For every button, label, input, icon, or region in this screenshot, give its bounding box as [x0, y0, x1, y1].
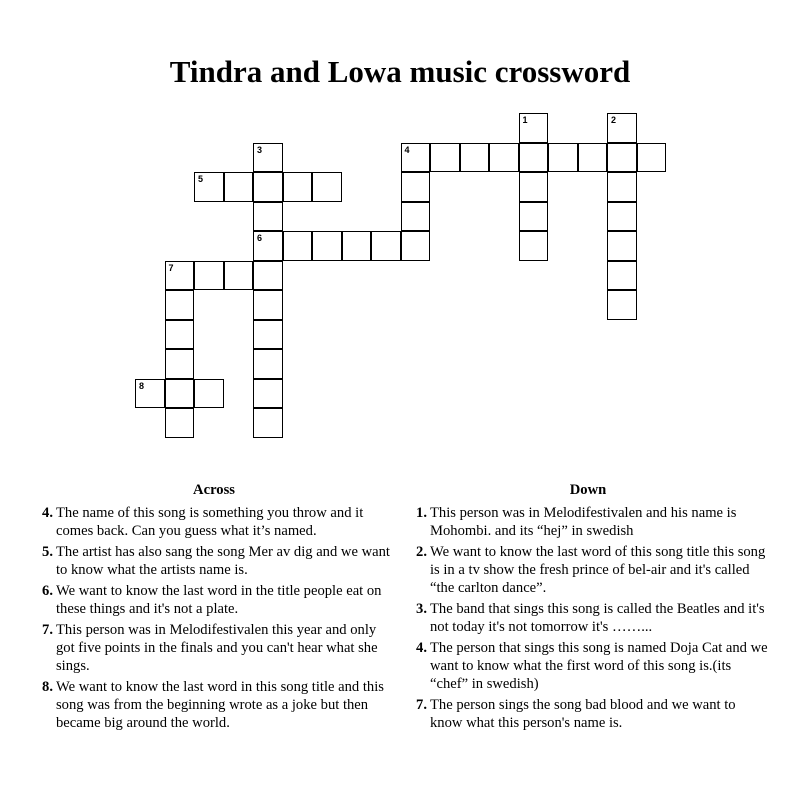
grid-cell[interactable] — [312, 172, 342, 202]
grid-cell[interactable] — [637, 143, 667, 173]
grid-cell[interactable] — [194, 172, 224, 202]
down-clues — [408, 481, 768, 735]
grid-cell[interactable] — [548, 143, 578, 173]
clue-number: 8. — [42, 679, 53, 695]
grid-cell[interactable] — [489, 143, 519, 173]
grid-cell[interactable] — [283, 231, 313, 261]
grid-cell[interactable] — [607, 231, 637, 261]
across-clues — [34, 481, 394, 735]
grid-cell[interactable] — [460, 143, 490, 173]
grid-cell[interactable] — [607, 261, 637, 291]
clue-number: 2. — [416, 544, 427, 560]
grid-cell[interactable] — [430, 143, 460, 173]
cell-number: 3 — [257, 144, 263, 155]
grid-cell[interactable] — [135, 379, 165, 409]
clue-text: The person that sings this song is named Doja Cat and we want to know what the first word of this song is.(its “chef” in swedish) — [430, 640, 768, 692]
grid-cell[interactable] — [342, 231, 372, 261]
cell-number: 4 — [404, 144, 410, 155]
clue-across-item — [34, 621, 394, 675]
grid-cell[interactable] — [194, 379, 224, 409]
grid-cell[interactable] — [607, 290, 637, 320]
clue-text: The name of this song is something you throw and it comes back. Can you guess what it’s named. — [56, 505, 364, 539]
clue-across-item — [34, 678, 394, 732]
cell-number: 5 — [198, 174, 204, 184]
clue-number: 7. — [416, 697, 427, 713]
clue-number: 1. — [416, 505, 427, 521]
clue-number: 4. — [42, 505, 53, 521]
clue-down-item — [408, 600, 768, 636]
grid-cell[interactable] — [165, 261, 195, 291]
clue-text: The band that sings this song is called the Beatles and it's not today it's not tomorrow it's ……... — [430, 601, 765, 635]
cell-number: 2 — [611, 115, 617, 125]
grid-cell[interactable] — [312, 231, 342, 261]
clue-text: This person was in Melodifestivalen and his name is Mohombi. and its “hej” in swedish — [430, 505, 737, 539]
cell-number: 8 — [139, 380, 145, 391]
grid-cell[interactable] — [253, 349, 283, 379]
down-heading: Down — [569, 482, 607, 498]
grid-cell[interactable] — [607, 143, 637, 173]
grid-cell[interactable] — [371, 231, 401, 261]
grid-cell[interactable] — [253, 408, 283, 438]
grid-cell[interactable] — [253, 320, 283, 350]
grid-cell[interactable] — [401, 231, 431, 261]
grid-cell[interactable] — [401, 172, 431, 202]
grid-cell[interactable] — [194, 261, 224, 291]
grid-cell[interactable] — [519, 143, 549, 173]
clue-text: The artist has also sang the song Mer av dig and we want to know what the artists name is. — [56, 544, 390, 578]
clue-down-item — [408, 543, 768, 597]
across-heading: Across — [193, 482, 235, 498]
clue-number: 3. — [416, 601, 427, 617]
grid-cell[interactable] — [519, 113, 549, 143]
grid-cell[interactable] — [519, 231, 549, 261]
grid-cell[interactable] — [165, 379, 195, 409]
grid-cell[interactable] — [253, 379, 283, 409]
grid-cell[interactable] — [283, 172, 313, 202]
grid-cell[interactable] — [165, 290, 195, 320]
clue-down-item — [408, 639, 768, 693]
cell-number: 1 — [522, 115, 528, 125]
grid-cell[interactable] — [607, 202, 637, 232]
clue-text: The person sings the song bad blood and we want to know what this person's name is. — [430, 697, 736, 731]
clue-across-item — [34, 582, 394, 618]
page-title: Tindra and Lowa music crossword — [169, 54, 631, 89]
grid-cell[interactable] — [253, 172, 283, 202]
clue-number: 6. — [42, 583, 53, 599]
grid-cell[interactable] — [607, 113, 637, 143]
grid-cell[interactable] — [578, 143, 608, 173]
clue-down-item — [408, 504, 768, 540]
grid-cell[interactable] — [519, 202, 549, 232]
clue-text: We want to know the last word of this song title this song is in a tv show the fresh prince of bel-air and it's called “the carlton dance”. — [430, 544, 766, 596]
grid-cell[interactable] — [401, 143, 431, 173]
cell-number: 7 — [168, 262, 174, 273]
clue-text: We want to know the last word in this song title and this song was from the beginning wrote as a joke but then became big around the world. — [56, 679, 384, 731]
clue-across-item — [34, 504, 394, 540]
grid-cell[interactable] — [165, 320, 195, 350]
grid-cell[interactable] — [165, 408, 195, 438]
clue-number: 7. — [42, 622, 53, 638]
grid-cell[interactable] — [253, 261, 283, 291]
grid-cell[interactable] — [165, 349, 195, 379]
clue-number: 5. — [42, 544, 53, 560]
grid-cell[interactable] — [607, 172, 637, 202]
grid-cell[interactable] — [253, 202, 283, 232]
clue-down-item — [408, 696, 768, 732]
grid-cell[interactable] — [519, 172, 549, 202]
grid-cell[interactable] — [224, 172, 254, 202]
grid-cell[interactable] — [253, 290, 283, 320]
clue-across-item — [34, 543, 394, 579]
grid-cell[interactable] — [253, 231, 283, 261]
clue-number: 4. — [416, 640, 427, 656]
grid-cell[interactable] — [224, 261, 254, 291]
grid-cell[interactable] — [401, 202, 431, 232]
grid-cell[interactable] — [253, 143, 283, 173]
cell-number: 6 — [257, 233, 263, 243]
clue-text: We want to know the last word in the title people eat on these things and it's not a plate. — [56, 583, 382, 617]
clue-text: This person was in Melodifestivalen this year and only got five points in the finals and you can't hear what she sings. — [56, 622, 378, 674]
